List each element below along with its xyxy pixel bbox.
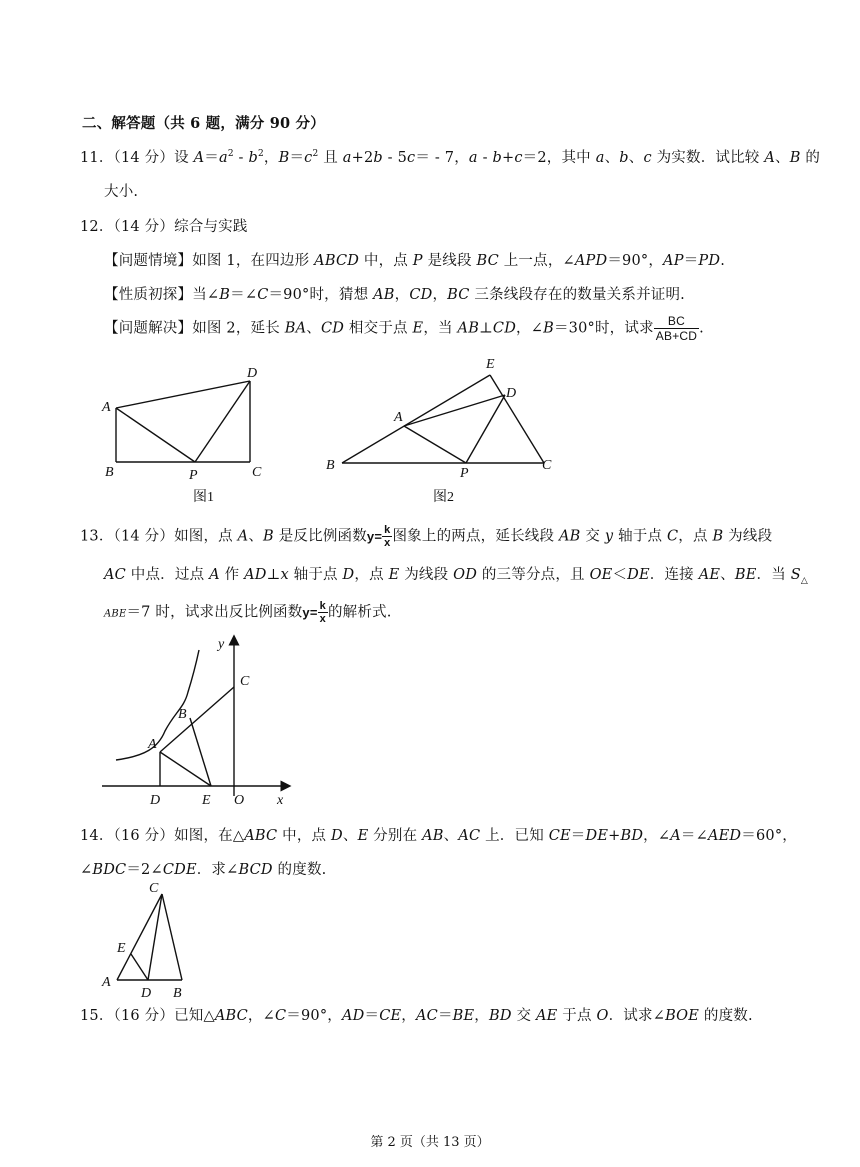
fig1-segment-ad bbox=[116, 381, 250, 408]
q14-number: 14．（16 分） bbox=[80, 828, 175, 844]
figure-1 bbox=[100, 360, 280, 485]
q15-number: 15．（16 分） bbox=[80, 1008, 175, 1024]
fig1-label-p: P bbox=[189, 468, 198, 483]
fig1-caption: 图1 bbox=[193, 490, 214, 505]
question-12 bbox=[80, 215, 248, 236]
q13-number: 13．（14 分） bbox=[80, 528, 175, 545]
fig13-label-o: O bbox=[234, 793, 245, 808]
q12-fraction: $\frac{BC}{AB+CD}$ bbox=[655, 314, 698, 343]
fig14-label-a: A bbox=[102, 975, 111, 990]
fig13-segment-ae bbox=[160, 752, 211, 786]
q11-line2: 大小. bbox=[104, 184, 139, 200]
q13-function-1: y= $\frac{k}{x}$ bbox=[366, 524, 391, 549]
figure-13 bbox=[100, 630, 300, 810]
fig2-label-d: D bbox=[506, 386, 517, 401]
fig13-label-d: D bbox=[150, 793, 161, 808]
q11-number: 11．（14 分） bbox=[80, 150, 175, 166]
q12-initial-explore: 【性质初探】当∠B＝∠C＝90°时，猜想 AB，CD，BC 三条线段存在的数量关系并证明. bbox=[104, 287, 685, 303]
fig2-segment-ap bbox=[404, 426, 466, 463]
fig14-segment-ed bbox=[131, 954, 148, 980]
fig1-label-c: C bbox=[252, 465, 262, 480]
fig2-segment-be bbox=[342, 375, 490, 463]
q13-line3: ABE＝7 时，试求出反比例函数 y= $\frac{k}{x}$ 的解析式. bbox=[104, 600, 392, 625]
fig2-label-e: E bbox=[486, 357, 495, 372]
q12-tag-context: 【问题情境】 bbox=[104, 253, 193, 269]
question-13: 13．（14 分）如图，点 A、B 是反比例函数 y= $\frac{k}{x}$ 图象上的两点，延长线段 AB 交 y 轴于点 C，点 B 为线段 bbox=[80, 524, 773, 549]
fig13-label-e: E bbox=[202, 793, 211, 808]
fig13-label-b: B bbox=[178, 707, 187, 722]
fig13-label-y: y bbox=[218, 637, 225, 652]
fig1-segment-ap bbox=[116, 408, 195, 462]
fig1-label-d: D bbox=[247, 366, 258, 381]
q12-number: 12．（14 分） bbox=[80, 219, 175, 235]
figure-2 bbox=[320, 355, 560, 480]
fig2-label-a: A bbox=[394, 410, 403, 425]
page-footer: 第 2 页（共 13 页） bbox=[370, 1135, 490, 1150]
q12-problem-context: 【问题情境】如图 1，在四边形 ABCD 中，点 P 是线段 BC 上一点，∠APD＝90°，AP＝PD. bbox=[104, 253, 725, 269]
question-15: 15．（16 分）已知△ABC，∠C＝90°，AD＝CE，AC＝BE，BD 交 AE 于点 O．试求∠BOE 的度数. bbox=[80, 1008, 753, 1024]
fig14-label-b: B bbox=[173, 986, 182, 1001]
fig2-segment-ec bbox=[490, 375, 544, 463]
fig2-label-b: B bbox=[326, 458, 335, 473]
q12-problem-solve: 【问题解决】如图 2，延长 BA、CD 相交于点 E，当 AB⊥CD，∠B＝30°时，试求 $\frac{BC}{AB+CD}$ . bbox=[104, 314, 704, 343]
question-14: 14．（16 分）如图，在△ABC 中，点 D、E 分别在 AB、AC 上．已知 CE＝DE+BD，∠A＝∠AED＝60°， bbox=[80, 828, 797, 844]
q13-line2: AC 中点．过点 A 作 AD⊥x 轴于点 D，点 E 为线段 OD 的三等分点，且 OE＜DE．连接 AE、BE．当 $S_\triangle$ bbox=[104, 567, 808, 586]
fig1-label-a: A bbox=[102, 400, 111, 415]
q12-tag-solve: 【问题解决】 bbox=[104, 320, 193, 337]
q12-title: 综合与实践 bbox=[174, 219, 248, 235]
question-11: 11．（14 分）设 $A=a^2 - b^2$，$B=c^2$ 且 a+2b - 5c＝ - 7，a - b+c＝2，其中 a、b、c 为实数．试比较 A、B 的 bbox=[80, 149, 821, 166]
fig14-label-e: E bbox=[117, 941, 126, 956]
fig2-caption: 图2 bbox=[433, 490, 454, 505]
fig14-segment-cb bbox=[162, 894, 182, 980]
fig13-label-x: x bbox=[277, 793, 284, 808]
fig14-label-d: D bbox=[141, 986, 152, 1001]
fig2-label-p: P bbox=[460, 466, 469, 481]
fig13-segment-be bbox=[190, 718, 211, 786]
section-heading: 二、解答题（共 6 题，满分 90 分） bbox=[82, 115, 325, 132]
fig2-label-c: C bbox=[542, 458, 552, 473]
fig1-label-b: B bbox=[105, 465, 114, 480]
q12-tag-explore: 【性质初探】 bbox=[104, 287, 193, 303]
q14-line2: ∠BDC＝2∠CDE．求∠BCD 的度数. bbox=[80, 862, 327, 878]
q13-function-2: y= $\frac{k}{x}$ bbox=[302, 600, 326, 625]
fig14-label-c: C bbox=[149, 881, 159, 896]
fig13-label-c: C bbox=[240, 674, 250, 689]
fig1-segment-pd bbox=[195, 381, 250, 462]
figure-14 bbox=[100, 880, 200, 1000]
fig13-label-a: A bbox=[148, 737, 157, 752]
fig13-hyperbola bbox=[116, 650, 199, 760]
